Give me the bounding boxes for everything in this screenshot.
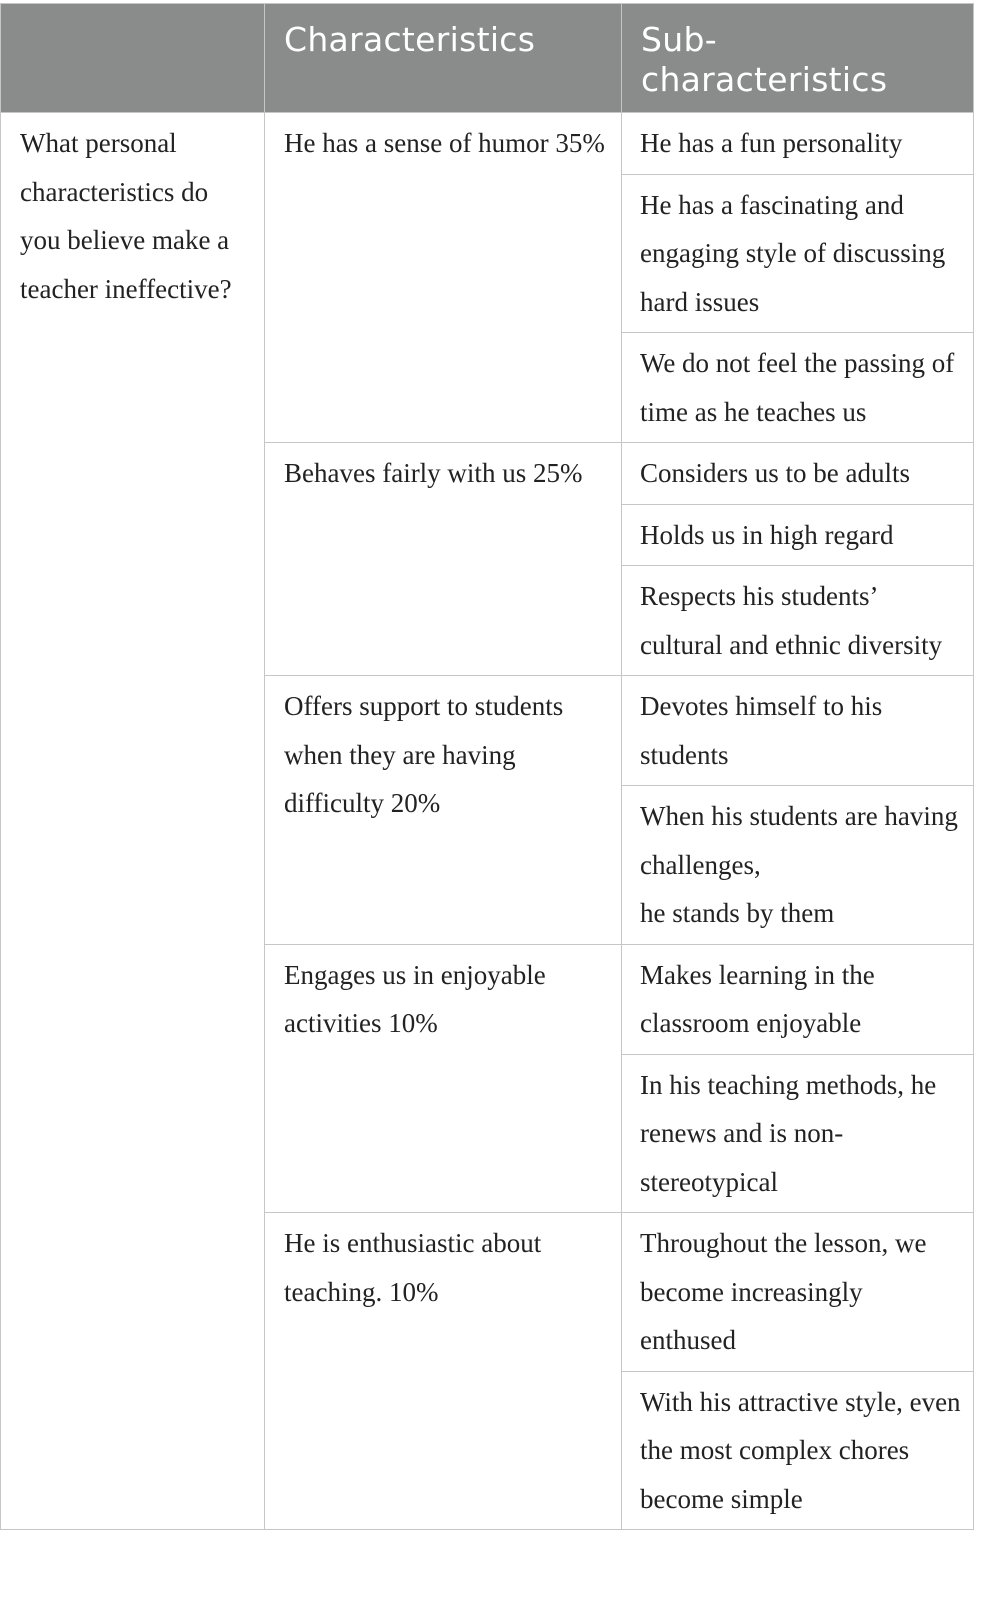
table-body <box>1 113 974 1530</box>
table-row <box>1 113 974 175</box>
sub-line-1: When his students are having challenges, <box>640 801 958 880</box>
header-question-column <box>1 4 265 113</box>
sub-characteristic-cell <box>622 786 974 945</box>
characteristic-cell: He has a sense of humor 35% <box>265 113 622 443</box>
sub-characteristic-cell: Respects his students’ cultural and ethnic diversity <box>622 566 974 676</box>
sub-characteristic-cell: Throughout the lesson, we become increasingly enthused <box>622 1213 974 1372</box>
sub-characteristic-cell: He has a fascinating and engaging style of discussing hard issues <box>622 174 974 333</box>
table-header <box>1 4 974 113</box>
sub-characteristic-cell: In his teaching methods, he renews and is non-stereotypical <box>622 1054 974 1213</box>
sub-line-2: he stands by them <box>640 898 835 928</box>
characteristic-cell: He is enthusiastic about teaching. 10% <box>265 1213 622 1530</box>
header-characteristics: Characteristics <box>265 4 622 113</box>
sub-characteristic-cell: Devotes himself to his students <box>622 676 974 786</box>
header-sub-characteristics <box>622 4 974 113</box>
characteristic-cell: Offers support to students when they are having difficulty 20% <box>265 676 622 945</box>
sub-characteristic-cell: We do not feel the passing of time as he teaches us <box>622 333 974 443</box>
sub-characteristic-cell: He has a fun personality <box>622 113 974 175</box>
header-sub-characteristics-line-2: characteristics <box>641 60 888 99</box>
sub-characteristic-cell: Considers us to be adults <box>622 443 974 505</box>
sub-characteristic-cell: Holds us in high regard <box>622 504 974 566</box>
characteristic-cell: Behaves fairly with us 25% <box>265 443 622 676</box>
header-row <box>1 4 974 113</box>
question-cell: What personal characteristics do you believe make a teacher ineffective? <box>1 113 265 1530</box>
characteristics-table <box>0 3 974 1530</box>
sub-characteristic-cell: Makes learning in the classroom enjoyable <box>622 944 974 1054</box>
sub-characteristic-cell: With his attractive style, even the most complex chores become simple <box>622 1371 974 1530</box>
characteristic-cell: Engages us in enjoyable activities 10% <box>265 944 622 1213</box>
header-sub-characteristics-line-1: Sub- <box>641 20 717 59</box>
